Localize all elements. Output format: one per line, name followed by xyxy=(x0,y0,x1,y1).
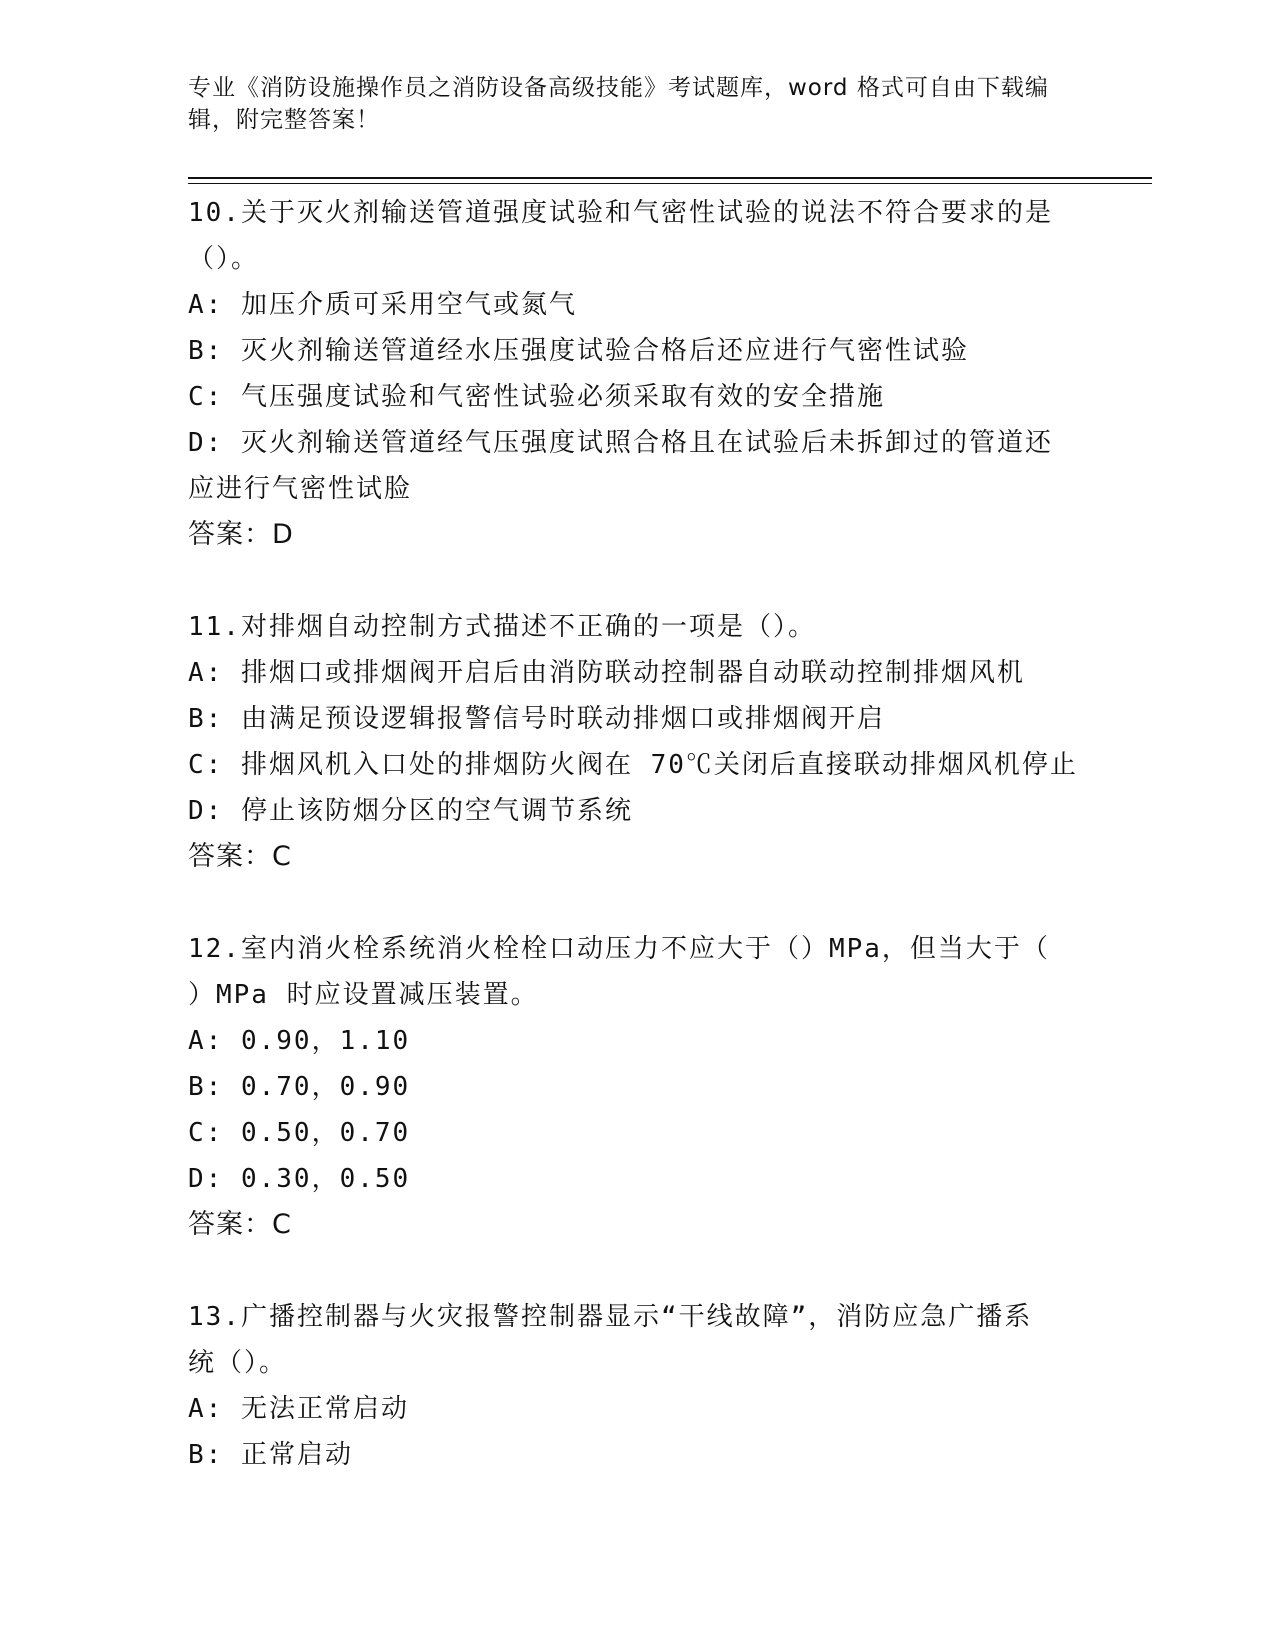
answer-option: A: 0.90，1.10 xyxy=(188,1026,411,1056)
question-block xyxy=(188,604,1088,880)
header-divider-thin xyxy=(188,183,1152,184)
question-spacer xyxy=(188,558,1088,604)
question-stem-line: 13.广播控制器与火灾报警控制器显示“干线故障”，消防应急广播系 xyxy=(188,1302,1033,1332)
question-stem-line: 11.对排烟自动控制方式描述不正确的一项是（）。 xyxy=(188,612,816,642)
answer-option: B: 正常启动 xyxy=(188,1440,353,1470)
question-stem-line: 10.关于灭火剂输送管道强度试验和气密性试验的说法不符合要求的是 xyxy=(188,198,1053,228)
answer-key: 答案：C xyxy=(188,841,292,872)
question-block xyxy=(188,190,1088,558)
answer-option: D: 停止该防烟分区的空气调节系统 xyxy=(188,796,633,826)
question-block xyxy=(188,1294,1088,1478)
question-block xyxy=(188,926,1088,1248)
answer-option: B: 灭火剂输送管道经水压强度试验合格后还应进行气密性试验 xyxy=(188,336,969,366)
answer-option: C: 0.50，0.70 xyxy=(188,1118,411,1148)
answer-option: C: 气压强度试验和气密性试验必须采取有效的安全措施 xyxy=(188,382,885,412)
question-stem-line: 统（）。 xyxy=(188,1348,288,1378)
answer-option: B: 由满足预设逻辑报警信号时联动排烟口或排烟阀开启 xyxy=(188,704,885,734)
question-spacer xyxy=(188,880,1088,926)
question-stem-line: 12.室内消火栓系统消火栓栓口动压力不应大于（）MPa，但当大于（ xyxy=(188,934,1050,964)
question-stem-line: （）。 xyxy=(188,244,260,274)
answer-key: 答案：C xyxy=(188,1209,292,1240)
question-list xyxy=(188,190,1088,1478)
question-spacer xyxy=(188,1248,1088,1294)
header-divider-thick xyxy=(188,177,1152,179)
answer-option: D: 0.30，0.50 xyxy=(188,1164,411,1194)
answer-option: A: 无法正常启动 xyxy=(188,1394,409,1424)
question-stem-line: ）MPa 时应设置减压装置。 xyxy=(188,980,539,1010)
answer-option: D: 灭火剂输送管道经气压强度试照合格且在试验后未拆卸过的管道还 xyxy=(188,428,1053,458)
header-line-1: 专业《消防设施操作员之消防设备高级技能》考试题库，word 格式可自由下载编 xyxy=(188,75,1049,101)
document-header xyxy=(188,72,1068,136)
answer-option: 应进行气密性试脸 xyxy=(188,474,413,504)
answer-option: B: 0.70，0.90 xyxy=(188,1072,411,1102)
header-line-2: 辑，附完整答案！ xyxy=(188,107,380,133)
answer-option: A: 排烟口或排烟阀开启后由消防联动控制器自动联动控制排烟风机 xyxy=(188,658,1025,688)
answer-option: C: 排烟风机入口处的排烟防火阀在 70℃关闭后直接联动排烟风机停止 xyxy=(188,750,1078,780)
answer-key: 答案：D xyxy=(188,519,294,550)
answer-option: A: 加压介质可采用空气或氮气 xyxy=(188,290,577,320)
